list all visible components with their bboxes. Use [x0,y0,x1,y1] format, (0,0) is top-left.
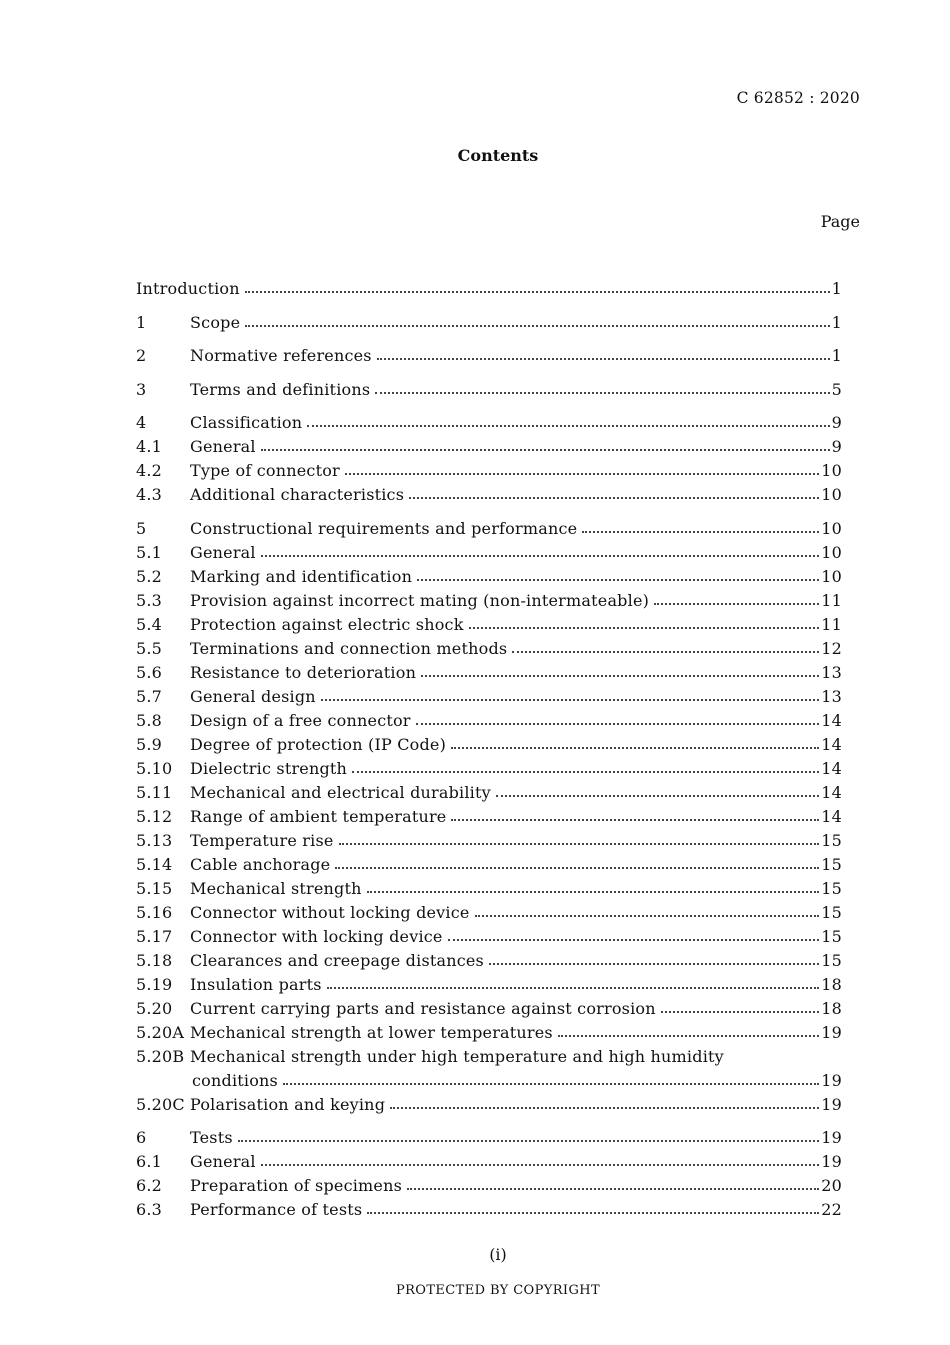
toc-entry[interactable] [136,1045,842,1069]
toc-section-number: 5.18 [136,950,173,970]
dot-leader [352,770,819,773]
toc-section-title: General design [190,686,316,706]
toc-entry[interactable] [136,805,842,829]
footer-page-number: (i) [489,1245,507,1264]
toc-section-number: 5 [136,518,147,538]
toc-entry[interactable] [136,589,842,613]
toc-section-number: 5.16 [136,902,173,922]
toc-section-number: 5.20C [136,1094,185,1114]
toc-entry[interactable] [136,435,842,459]
toc-page-number: 15 [821,854,842,874]
toc-entry[interactable] [136,829,842,853]
dot-leader [245,290,830,293]
toc-entry[interactable] [136,637,842,661]
dot-leader [245,324,829,327]
toc-entry[interactable] [136,733,842,757]
toc-page-number: 15 [821,926,842,946]
toc-page-number: 22 [821,1200,842,1219]
toc-page-number: 10 [821,485,842,504]
toc-entry-continuation[interactable] [136,1069,842,1093]
toc-page-number: 1 [831,312,842,332]
dot-leader [327,986,820,989]
toc-section-number: 3 [136,379,147,399]
dot-leader [469,626,820,629]
toc-section-title: Polarisation and keying [190,1094,386,1114]
toc-section-title: Additional characteristics [190,485,405,504]
toc-section-title: Clearances and creepage distances [190,950,484,970]
toc-entry[interactable] [136,997,842,1021]
toc-entry[interactable] [136,344,842,368]
toc-entry[interactable] [136,517,842,541]
dot-leader [377,357,830,360]
toc-page-number: 11 [821,590,842,610]
toc-page-number: 14 [821,782,842,802]
dot-leader [375,391,829,394]
toc-entry[interactable] [136,483,842,507]
toc-section-number: 5.11 [136,782,173,802]
dot-leader [321,698,819,701]
toc-entry[interactable] [136,757,842,781]
toc-section-number: 5.13 [136,830,173,850]
toc-section-title: Dielectric strength [190,758,348,778]
toc-section-number: 5.4 [136,614,163,634]
toc-section-title: Connector without locking device [190,902,470,922]
dot-leader [448,938,820,941]
toc-section-title: General [190,1152,256,1171]
toc-entry[interactable] [136,709,842,733]
toc-page-number: 13 [821,686,842,706]
toc-section-number: 5.6 [136,662,163,682]
toc-entry[interactable] [136,925,842,949]
toc-page-number: 5 [831,379,842,399]
toc-section-title: Cable anchorage [190,854,331,874]
toc-section-number: 4.3 [136,485,163,504]
table-of-contents [136,277,842,1222]
toc-page-number: 10 [821,542,842,562]
toc-entry[interactable] [136,459,842,483]
toc-section-number: 1 [136,312,147,332]
toc-section-title: Protection against electric shock [190,614,464,634]
toc-section-number: 5.5 [136,638,163,658]
toc-section-number: 4.1 [136,437,163,456]
toc-page-number: 14 [821,734,842,754]
toc-page-number: 12 [821,638,842,658]
toc-section-number: 5.19 [136,974,173,994]
toc-page-number: 15 [821,950,842,970]
toc-page-number: 1 [831,346,842,365]
toc-entry[interactable] [136,1093,842,1117]
dot-leader [475,914,820,917]
toc-section-number: 5.20 [136,998,173,1018]
page-column-label: Page [820,212,860,231]
toc-page-number: 14 [821,806,842,826]
toc-section-title: Degree of protection (IP Code) [190,734,447,754]
toc-page-number: 15 [821,830,842,850]
dot-leader [339,842,820,845]
toc-page-number: 14 [821,758,842,778]
document-id: C 62852 : 2020 [736,89,860,107]
toc-section-title: Type of connector [190,461,340,480]
dot-leader [661,1010,819,1013]
toc-page-number: 9 [831,413,842,432]
toc-section-title: General [190,542,256,562]
toc-page-number: 19 [821,1070,842,1090]
toc-section-title: Scope [190,312,241,332]
toc-entry[interactable] [136,1021,842,1045]
dot-leader [345,472,819,475]
toc-section-number: 6.1 [136,1152,163,1171]
toc-section-number: 6.2 [136,1176,163,1195]
toc-section-number: 6.3 [136,1200,163,1219]
dot-leader [407,1187,819,1190]
toc-entry[interactable] [136,901,842,925]
toc-section-title: Performance of tests [190,1200,363,1219]
toc-section-number: 5.17 [136,926,173,946]
dot-leader [451,818,819,821]
toc-section-title: Connector with locking device [190,926,443,946]
dot-leader [261,554,820,557]
dot-leader [582,530,819,533]
dot-leader [489,962,819,965]
dot-leader [261,448,830,451]
dot-leader [390,1106,819,1109]
toc-section-number: 4.2 [136,461,163,480]
toc-entry[interactable] [136,541,842,565]
toc-page-number: 10 [821,518,842,538]
toc-entry[interactable] [136,685,842,709]
dot-leader [451,746,819,749]
toc-page-number: 11 [821,614,842,634]
toc-page-number: 18 [821,974,842,994]
toc-section-title: Mechanical strength under high temperature and high humidity [190,1046,724,1066]
toc-entry[interactable] [136,877,842,901]
toc-section-title: Constructional requirements and performance [190,518,578,538]
toc-section-title: Normative references [190,346,372,365]
toc-page-number: 19 [821,1152,842,1171]
toc-section-number: 2 [136,346,147,365]
toc-section-number: 5.1 [136,542,163,562]
toc-section-number: 5.10 [136,758,173,778]
toc-entry[interactable] [136,1174,842,1198]
toc-section-title: Insulation parts [190,974,322,994]
dot-leader [367,890,820,893]
dot-leader [558,1034,819,1037]
dot-leader [496,794,819,797]
dot-leader [335,866,819,869]
toc-page-number: 19 [821,1128,842,1147]
toc-page-number: 19 [821,1022,842,1042]
toc-section-title: Mechanical strength [190,878,362,898]
toc-page-number: 10 [821,461,842,480]
toc-entry[interactable] [136,949,842,973]
toc-page-number: 19 [821,1094,842,1114]
toc-section-title: Mechanical strength at lower temperatures [190,1022,553,1042]
toc-section-number: 5.14 [136,854,173,874]
dot-leader [238,1139,819,1142]
toc-entry[interactable] [136,277,842,301]
toc-entry[interactable] [136,661,842,685]
toc-section-title: Preparation of specimens [190,1176,403,1195]
toc-section-number: 4 [136,413,147,432]
toc-entry[interactable] [136,1126,842,1150]
dot-leader [261,1163,820,1166]
toc-section-title: Provision against incorrect mating (non-intermateable) [190,590,650,610]
toc-entry[interactable] [136,1150,842,1174]
toc-entry[interactable] [136,613,842,637]
toc-page-number: 9 [831,437,842,456]
toc-section-title: Mechanical and electrical durability [190,782,491,802]
toc-section-title: Introduction [136,279,240,298]
toc-section-number: 5.20B [136,1046,185,1066]
dot-leader [307,424,829,427]
toc-page-number: 18 [821,998,842,1018]
toc-entry[interactable] [136,378,842,402]
toc-section-title: General [190,437,256,456]
toc-entry[interactable] [136,781,842,805]
dot-leader [367,1211,819,1214]
toc-section-number: 6 [136,1128,147,1147]
dot-leader [416,722,820,725]
toc-section-number: 5.15 [136,878,173,898]
toc-entry[interactable] [136,565,842,589]
toc-entry[interactable] [136,1198,842,1222]
toc-section-number: 5.7 [136,686,163,706]
page-title: Contents [457,146,539,165]
toc-section-number: 5.3 [136,590,163,610]
dot-leader [421,674,819,677]
toc-section-title: Range of ambient temperature [190,806,447,826]
dot-leader [512,650,819,653]
toc-section-number: 5.12 [136,806,173,826]
toc-section-number: 5.2 [136,566,163,586]
toc-section-title: Marking and identification [190,566,413,586]
dot-leader [654,602,819,605]
toc-page-number: 10 [821,566,842,586]
toc-section-number: 5.20A [136,1022,185,1042]
toc-page-number: 1 [831,279,842,298]
toc-section-title: Design of a free connector [190,710,411,730]
toc-entry[interactable] [136,411,842,435]
toc-section-title: Resistance to deterioration [190,662,417,682]
dot-leader [417,578,819,581]
toc-section-title: Tests [190,1128,233,1147]
toc-entry[interactable] [136,973,842,997]
toc-section-title: Temperature rise [190,830,334,850]
toc-section-title-continuation: conditions [192,1070,278,1090]
toc-page-number: 15 [821,902,842,922]
toc-section-title: Classification [190,413,303,432]
dot-leader [409,496,819,499]
toc-entry[interactable] [136,311,842,335]
toc-section-number: 5.9 [136,734,163,754]
toc-page-number: 13 [821,662,842,682]
toc-entry[interactable] [136,853,842,877]
toc-section-title: Current carrying parts and resistance against corrosion [190,998,656,1018]
toc-page-number: 14 [821,710,842,730]
toc-section-title: Terms and definitions [190,379,371,399]
toc-page-number: 15 [821,878,842,898]
copyright-notice: PROTECTED BY COPYRIGHT [395,1283,601,1298]
toc-section-title: Terminations and connection methods [190,638,508,658]
toc-page-number: 20 [821,1176,842,1195]
toc-section-number: 5.8 [136,710,163,730]
dot-leader [283,1082,819,1085]
